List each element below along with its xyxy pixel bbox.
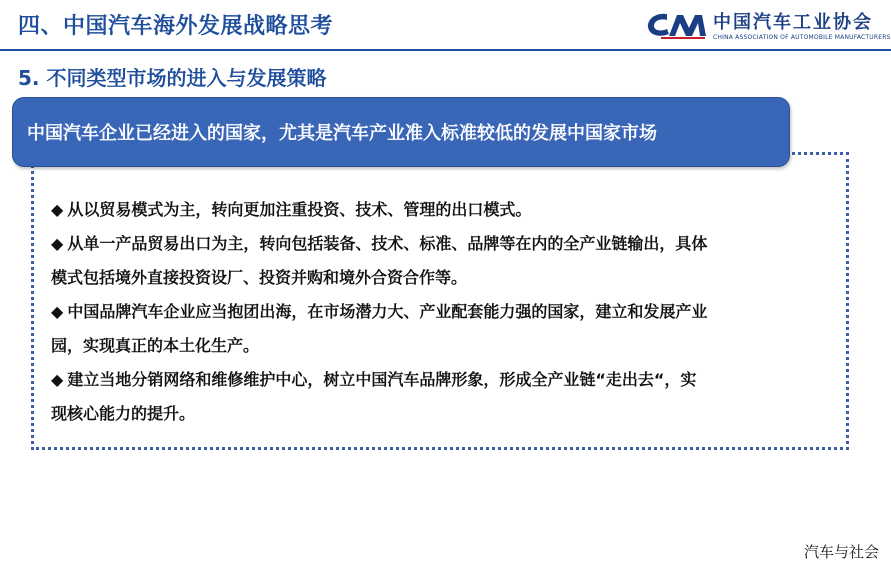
logo-chinese-name: 中国汽车工业协会 bbox=[713, 12, 873, 33]
diamond-bullet-icon: ◆ bbox=[51, 370, 64, 389]
bullet-text: 中国品牌汽车企业应当抱团出海，在市场潜力大、产业配套能力强的国家，建立和发展产业 bbox=[67, 302, 708, 321]
logo-english-name: CHINA ASSOCIATION OF AUTOMOBILE MANUFACTURERS bbox=[713, 34, 891, 41]
bullet-item bbox=[51, 363, 841, 431]
bullet-item bbox=[51, 227, 841, 295]
banner bbox=[12, 97, 790, 167]
bullet-text: 从以贸易模式为主，转向更加注重投资、技术、管理的出口模式。 bbox=[67, 200, 532, 219]
content-box bbox=[31, 152, 849, 450]
header-divider bbox=[0, 49, 891, 51]
diamond-bullet-icon: ◆ bbox=[51, 234, 64, 253]
bullet-text: 建立当地分销网络和维修维护中心，树立中国汽车品牌形象，形成全产业链“走出去“，实 bbox=[67, 370, 697, 389]
page-title: 四、中国汽车海外发展战略思考 bbox=[18, 14, 334, 39]
banner-text: 中国汽车企业已经进入的国家，尤其是汽车产业准入标准较低的发展中国家市场 bbox=[27, 123, 657, 144]
bullet-text-continued: 现核心能力的提升。 bbox=[51, 404, 196, 423]
diamond-bullet-icon: ◆ bbox=[51, 200, 64, 219]
caam-logo-icon bbox=[645, 10, 707, 40]
header bbox=[0, 0, 891, 50]
bullet-text-continued: 模式包括境外直接投资设厂、投资并购和境外合资合作等。 bbox=[51, 268, 468, 287]
bullet-text-continued: 园，实现真正的本土化生产。 bbox=[51, 336, 260, 355]
bullet-item bbox=[51, 295, 841, 363]
caam-logo bbox=[645, 8, 891, 44]
watermark: 汽车与社会 bbox=[803, 543, 879, 561]
bullet-list bbox=[51, 193, 841, 431]
bullet-item bbox=[51, 193, 841, 227]
diamond-bullet-icon: ◆ bbox=[51, 302, 64, 321]
bullet-text: 从单一产品贸易出口为主，转向包括装备、技术、标准、品牌等在内的全产业链输出，具体 bbox=[67, 234, 708, 253]
section-title: 5. 不同类型市场的进入与发展策略 bbox=[18, 66, 327, 90]
